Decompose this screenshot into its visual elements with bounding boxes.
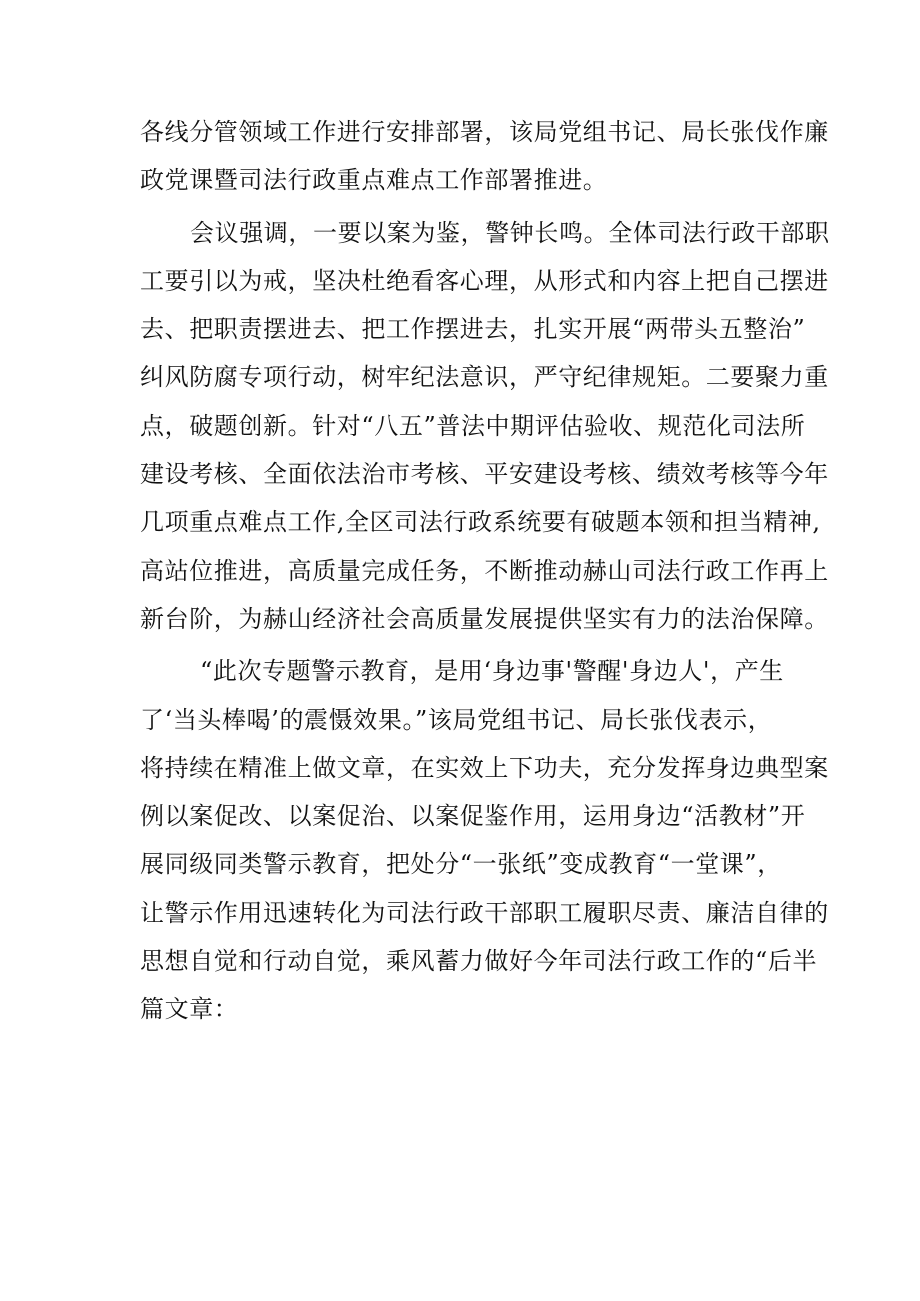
text-line: 建设考核、全面依法治市考核、平安建设考核、绩效考核等今年 bbox=[140, 460, 829, 489]
text-line: 了‘当头棒喝’的震慑效果。”该局党组书记、局长张伐表示， bbox=[140, 705, 773, 734]
text-line: 让警示作用迅速转化为司法行政干部职工履职尽责、廉洁自律的 bbox=[140, 898, 829, 927]
text-line: 将持续在精准上做文章，在实效上下功夫，充分发挥身边典型案 bbox=[140, 753, 829, 782]
document-body bbox=[140, 108, 830, 1034]
text-line: 几项重点难点工作,全区司法行政系统要有破题本领和担当精神, bbox=[140, 508, 821, 537]
text-line: “此次专题警示教育，是用‘身边事'警醒'身边人'，产生 bbox=[200, 657, 784, 686]
text-line: 点，破题创新。针对“八五”普法中期评估验收、规范化司法所 bbox=[140, 411, 806, 440]
text-line: 例以案促改、以案促治、以案促鉴作用，运用身边“活教材”开 bbox=[140, 802, 806, 831]
text-line: 篇文章： bbox=[140, 995, 239, 1024]
text-line: 高站位推进，高质量完成任务，不断推动赫山司法行政工作再上 bbox=[140, 556, 829, 585]
text-line: 新台阶，为赫山经济社会高质量发展提供坚实有力的法治保障。 bbox=[140, 604, 829, 633]
text-line: 政党课暨司法行政重点难点工作部署推进。 bbox=[140, 166, 608, 195]
text-line: 会议强调，一要以案为鉴，警钟长鸣。全体司法行政干部职 bbox=[190, 218, 830, 247]
paragraph-3 bbox=[140, 647, 829, 1033]
text-line: 去、把职责摆进去、把工作摆进去，扎实开展“两带头五整治” bbox=[140, 315, 806, 344]
text-line: 展同级同类警示教育，把处分“一张纸”变成教育“一堂课”， bbox=[140, 850, 782, 879]
text-line: 工要引以为戒，坚决杜绝看客心理，从形式和内容上把自己摆进 bbox=[140, 266, 829, 295]
text-line: 思想自觉和行动自觉，乘风蓄力做好今年司法行政工作的“后半 bbox=[140, 947, 818, 976]
paragraph-2 bbox=[140, 209, 830, 644]
text-line: 各线分管领域工作进行安排部署，该局党组书记、局长张伐作廉 bbox=[140, 118, 829, 146]
text-line: 纠风防腐专项行动，树牢纪法意识，严守纪律规矩。二要聚力重 bbox=[140, 363, 829, 392]
paragraph-1 bbox=[140, 108, 829, 205]
